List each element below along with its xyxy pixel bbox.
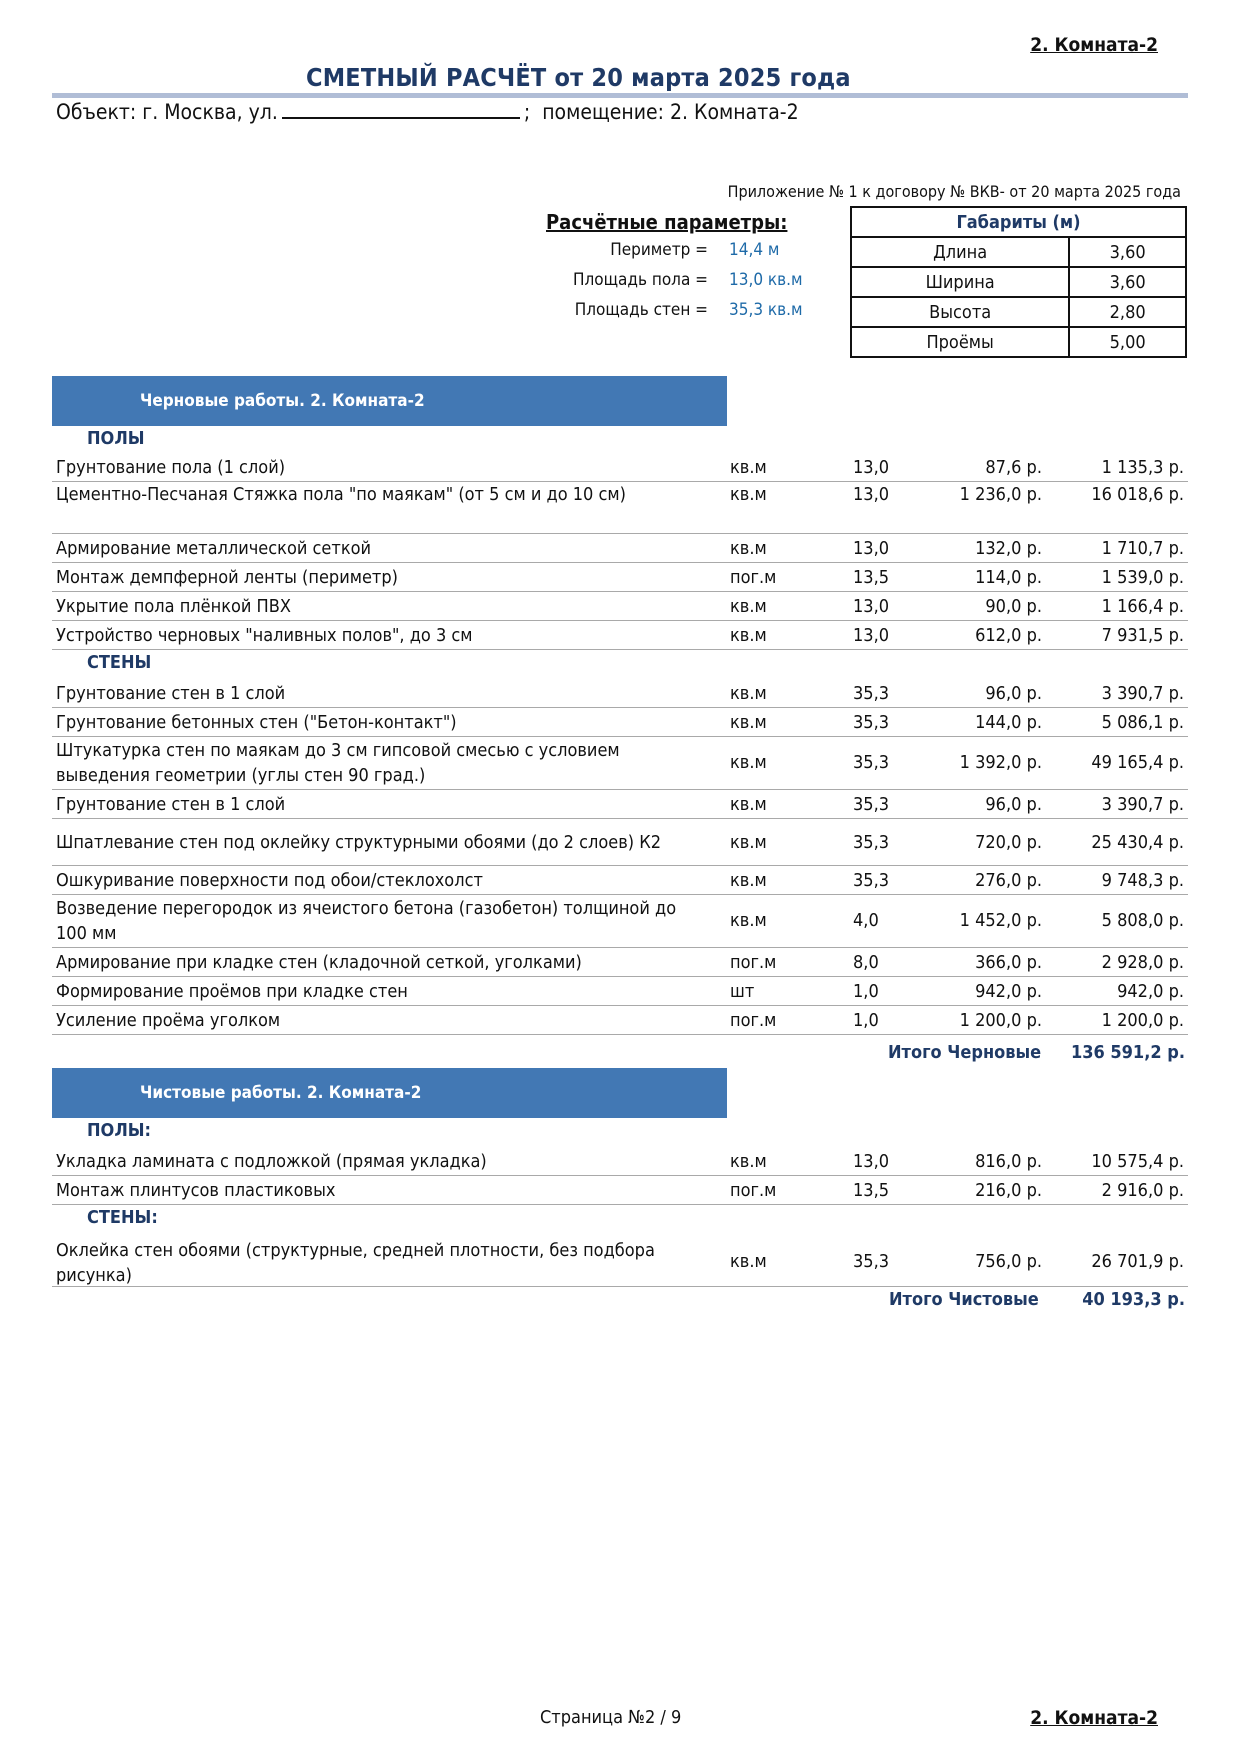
finish-works-band: Чистовые работы. 2. Комната-2	[52, 1068, 727, 1118]
finish-floors-heading: ПОЛЫ:	[87, 1120, 152, 1141]
dimensions-title: Габариты (м)	[851, 207, 1186, 237]
work-name: Формирование проёмов при кладке стен	[56, 981, 408, 1002]
rough-total-value: 136 591,2 р.	[1070, 1042, 1185, 1063]
work-qty: 13,5	[853, 567, 890, 588]
work-total: 5 086,1 р.	[1101, 712, 1184, 733]
dim-value: 3,60	[1069, 237, 1186, 267]
work-unit: кв.м	[730, 538, 767, 559]
object-line	[56, 100, 799, 124]
work-name: Укрытие пола плёнкой ПВХ	[56, 596, 291, 617]
params-title: Расчётные параметры:	[546, 210, 788, 234]
work-total: 10 575,4 р.	[1091, 1151, 1184, 1172]
object-prefix: Объект: г. Москва, ул.	[56, 100, 278, 124]
table-row	[52, 819, 1188, 866]
work-unit: кв.м	[730, 712, 767, 733]
work-name: Штукатурка стен по маякам до 3 см гипсовой смесью с условием выведения геометрии (углы стен 90 град.)	[56, 740, 620, 786]
work-total: 25 430,4 р.	[1091, 832, 1184, 853]
work-unit: кв.м	[730, 457, 767, 478]
table-row	[52, 534, 1188, 563]
table-row	[52, 1176, 1188, 1205]
dim-label: Проёмы	[851, 327, 1069, 357]
work-qty: 13,0	[853, 484, 890, 505]
work-total: 2 928,0 р.	[1101, 952, 1184, 973]
work-price: 90,0 р.	[985, 596, 1042, 617]
table-row	[52, 790, 1188, 819]
room-tag-bottom: 2. Комната-2	[1030, 1707, 1158, 1729]
work-name: Грунтование стен в 1 слой	[56, 794, 286, 815]
work-price: 720,0 р.	[975, 832, 1042, 853]
work-unit: пог.м	[730, 952, 777, 973]
work-price: 1 392,0 р.	[959, 752, 1042, 773]
work-qty: 13,0	[853, 625, 890, 646]
table-row	[52, 482, 1188, 534]
work-name: Ошкуривание поверхности под обои/стеклохолст	[56, 870, 483, 891]
work-price: 366,0 р.	[975, 952, 1042, 973]
work-unit: кв.м	[730, 625, 767, 646]
work-name: Армирование металлической сеткой	[56, 538, 372, 559]
object-suffix: ; помещение: 2. Комната-2	[523, 100, 799, 124]
work-total: 3 390,7 р.	[1101, 683, 1184, 704]
table-row	[52, 708, 1188, 737]
work-qty: 13,5	[853, 1180, 890, 1201]
room-tag-top: 2. Комната-2	[1030, 34, 1158, 56]
work-unit: кв.м	[730, 794, 767, 815]
work-total: 1 200,0 р.	[1101, 1010, 1184, 1031]
table-row	[52, 679, 1188, 708]
work-qty: 1,0	[853, 1010, 879, 1031]
work-qty: 13,0	[853, 596, 890, 617]
param-perimeter-label: Периметр =	[610, 240, 708, 260]
work-name: Укладка ламината с подложкой (прямая укладка)	[56, 1151, 487, 1172]
street-blank	[282, 103, 520, 119]
title-divider	[52, 93, 1188, 98]
work-name: Усиление проёма уголком	[56, 1010, 281, 1031]
work-unit: кв.м	[730, 752, 767, 773]
work-price: 276,0 р.	[975, 870, 1042, 891]
work-total: 1 710,7 р.	[1101, 538, 1184, 559]
work-price: 1 452,0 р.	[959, 910, 1042, 931]
dim-label: Высота	[851, 297, 1069, 327]
work-price: 816,0 р.	[975, 1151, 1042, 1172]
work-unit: пог.м	[730, 1010, 777, 1031]
work-name: Шпатлевание стен под оклейку структурными обоями (до 2 слоев) К2	[56, 832, 662, 853]
work-qty: 13,0	[853, 538, 890, 559]
work-name: Грунтование пола (1 слой)	[56, 457, 286, 478]
finish-walls-heading: СТЕНЫ:	[87, 1207, 158, 1228]
work-total: 49 165,4 р.	[1091, 752, 1184, 773]
table-row	[52, 895, 1188, 948]
work-name: Устройство черновых "наливных полов", до 3 см	[56, 625, 473, 646]
table-row	[52, 737, 1188, 790]
table-row	[52, 592, 1188, 621]
page-title: СМЕТНЫЙ РАСЧЁТ от 20 марта 2025 года	[306, 63, 851, 92]
work-qty: 35,3	[853, 870, 890, 891]
work-unit: кв.м	[730, 910, 767, 931]
table-row	[52, 621, 1188, 650]
finish-total-value: 40 193,3 р.	[1082, 1289, 1185, 1310]
work-price: 96,0 р.	[985, 683, 1042, 704]
dim-label: Ширина	[851, 267, 1069, 297]
work-price: 216,0 р.	[975, 1180, 1042, 1201]
work-total: 1 539,0 р.	[1101, 567, 1184, 588]
work-price: 612,0 р.	[975, 625, 1042, 646]
work-unit: кв.м	[730, 1151, 767, 1172]
work-total: 5 808,0 р.	[1101, 910, 1184, 931]
rough-walls-heading: СТЕНЫ	[87, 652, 152, 673]
work-unit: пог.м	[730, 1180, 777, 1201]
rough-floors-heading: ПОЛЫ	[87, 428, 145, 449]
work-qty: 13,0	[853, 457, 890, 478]
work-price: 114,0 р.	[975, 567, 1042, 588]
dim-label: Длина	[851, 237, 1069, 267]
work-total: 3 390,7 р.	[1101, 794, 1184, 815]
work-total: 942,0 р.	[1117, 981, 1184, 1002]
work-qty: 1,0	[853, 981, 879, 1002]
work-total: 1 166,4 р.	[1101, 596, 1184, 617]
table-row	[52, 1006, 1188, 1035]
param-floor-area-value: 13,0 кв.м	[729, 270, 803, 290]
work-price: 942,0 р.	[975, 981, 1042, 1002]
dim-value: 5,00	[1069, 327, 1186, 357]
work-name: Монтаж демпферной ленты (периметр)	[56, 567, 398, 588]
work-price: 144,0 р.	[975, 712, 1042, 733]
work-unit: кв.м	[730, 683, 767, 704]
work-qty: 35,3	[853, 683, 890, 704]
work-qty: 35,3	[853, 832, 890, 853]
table-row	[52, 1234, 1188, 1287]
work-unit: шт	[730, 981, 755, 1002]
work-name: Монтаж плинтусов пластиковых	[56, 1180, 336, 1201]
dimensions-table	[850, 206, 1187, 358]
work-unit: кв.м	[730, 832, 767, 853]
work-name: Возведение перегородок из ячеистого бетона (газобетон) толщиной до 100 мм	[56, 898, 677, 944]
work-name: Цементно-Песчаная Стяжка пола "по маякам" (от 5 см и до 10 см)	[56, 484, 626, 505]
work-total: 26 701,9 р.	[1091, 1251, 1184, 1272]
table-row	[52, 453, 1188, 482]
work-total: 2 916,0 р.	[1101, 1180, 1184, 1201]
table-row	[52, 977, 1188, 1006]
work-qty: 35,3	[853, 752, 890, 773]
work-qty: 35,3	[853, 794, 890, 815]
work-qty: 4,0	[853, 910, 879, 931]
table-row	[52, 948, 1188, 977]
rough-total-label: Итого Черновые	[888, 1042, 1042, 1063]
work-total: 7 931,5 р.	[1101, 625, 1184, 646]
work-name: Грунтование стен в 1 слой	[56, 683, 286, 704]
table-row	[52, 1147, 1188, 1176]
work-price: 1 200,0 р.	[959, 1010, 1042, 1031]
appendix-note: Приложение № 1 к договору № ВКВ- от 20 марта 2025 года	[727, 182, 1181, 201]
work-unit: кв.м	[730, 1251, 767, 1272]
work-unit: кв.м	[730, 870, 767, 891]
param-floor-area-label: Площадь пола =	[572, 270, 708, 290]
param-wall-area-label: Площадь стен =	[574, 300, 708, 320]
dim-value: 3,60	[1069, 267, 1186, 297]
work-price: 132,0 р.	[975, 538, 1042, 559]
param-perimeter-value: 14,4 м	[729, 240, 780, 260]
work-qty: 35,3	[853, 712, 890, 733]
work-total: 16 018,6 р.	[1091, 484, 1184, 505]
work-unit: кв.м	[730, 484, 767, 505]
work-qty: 13,0	[853, 1151, 890, 1172]
work-price: 87,6 р.	[985, 457, 1042, 478]
work-name: Оклейка стен обоями (структурные, средней плотности, без подбора рисунка)	[56, 1240, 655, 1286]
work-name: Армирование при кладке стен (кладочной сеткой, уголками)	[56, 952, 582, 973]
work-price: 96,0 р.	[985, 794, 1042, 815]
work-price: 756,0 р.	[975, 1251, 1042, 1272]
work-price: 1 236,0 р.	[959, 484, 1042, 505]
rough-works-band: Черновые работы. 2. Комната-2	[52, 376, 727, 426]
work-total: 9 748,3 р.	[1101, 870, 1184, 891]
dim-value: 2,80	[1069, 297, 1186, 327]
work-qty: 8,0	[853, 952, 879, 973]
finish-total-label: Итого Чистовые	[889, 1289, 1039, 1310]
work-name: Грунтование бетонных стен ("Бетон-контакт")	[56, 712, 457, 733]
page-number: Страница №2 / 9	[540, 1707, 682, 1728]
work-unit: кв.м	[730, 596, 767, 617]
param-wall-area-value: 35,3 кв.м	[729, 300, 803, 320]
work-qty: 35,3	[853, 1251, 890, 1272]
work-total: 1 135,3 р.	[1101, 457, 1184, 478]
table-row	[52, 866, 1188, 895]
work-unit: пог.м	[730, 567, 777, 588]
table-row	[52, 563, 1188, 592]
